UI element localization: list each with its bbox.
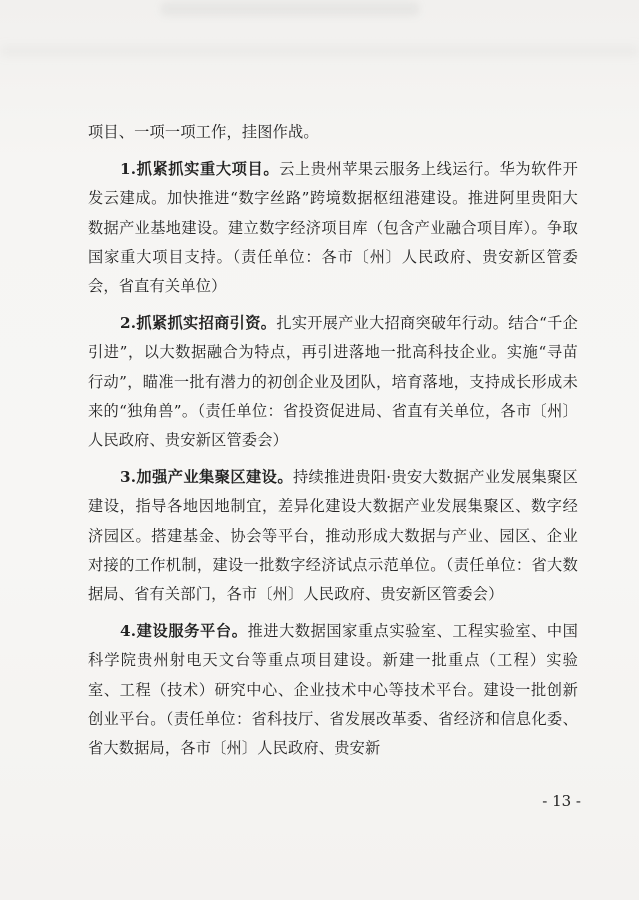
item-4-heading: 建设服务平台。 — [136, 622, 248, 641]
item-3-body: 持续推进贵阳·贵安大数据产业发展集聚区建设，指导各地因地制宜，差异化建设大数据产业发展集聚区、数字经济园区。搭建基金、协会等平台，推动形成大数据与产业、园区、企业对接的工作机制，建设一批数字经济试点示范单位。（责任单位：省大数据局、省有关部门，各市〔州〕人民政府、贵安新区管委会） — [88, 468, 578, 604]
document-body — [88, 118, 578, 763]
item-1-heading: 抓紧抓实重大项目。 — [136, 160, 280, 179]
item-4 — [88, 617, 578, 763]
item-3 — [88, 463, 578, 609]
item-4-number: 4. — [120, 622, 137, 641]
item-2-heading: 抓紧抓实招商引资。 — [136, 314, 277, 333]
lead-line: 项目、一项一项工作，挂图作战。 — [88, 123, 319, 141]
item-3-number: 3. — [120, 468, 137, 487]
scan-smudge — [160, 2, 420, 16]
scan-shadow — [0, 46, 639, 56]
item-3-heading: 加强产业集聚区建设。 — [136, 468, 293, 487]
item-4-body: 推进大数据国家重点实验室、工程实验室、中国科学院贵州射电天文台等重点项目建设。新建一批重点（工程）实验室、工程（技术）研究中心、企业技术中心等技术平台。建设一批创新创业平台。（责任单位：省科技厅、省发展改革委、省经济和信息化委、省大数据局，各市〔州〕人民政府、贵安新 — [88, 622, 578, 758]
item-2-body: 扎实开展产业大招商突破年行动。结合“千企引进”，以大数据融合为特点，再引进落地一批高科技企业。实施“寻苗行动”，瞄准一批有潜力的初创企业及团队，培育落地，支持成长形成未来的“独角兽”。（责任单位：省投资促进局、省直有关单位，各市〔州〕人民政府、贵安新区管委会） — [88, 314, 579, 450]
item-2 — [88, 309, 578, 455]
item-1-number: 1. — [120, 160, 137, 179]
item-1-body: 云上贵州苹果云服务上线运行。华为软件开发云建成。加快推进“数字丝路”跨境数据枢纽港建设。推进阿里贵阳大数据产业基地建设。建立数字经济项目库（包含产业融合项目库）。争取国家重大项目支持。（责任单位：各市〔州〕人民政府、贵安新区管委会，省直有关单位） — [88, 160, 578, 296]
page-number: - 13 - — [542, 792, 581, 810]
item-2-number: 2. — [120, 314, 137, 333]
item-1 — [88, 155, 578, 301]
